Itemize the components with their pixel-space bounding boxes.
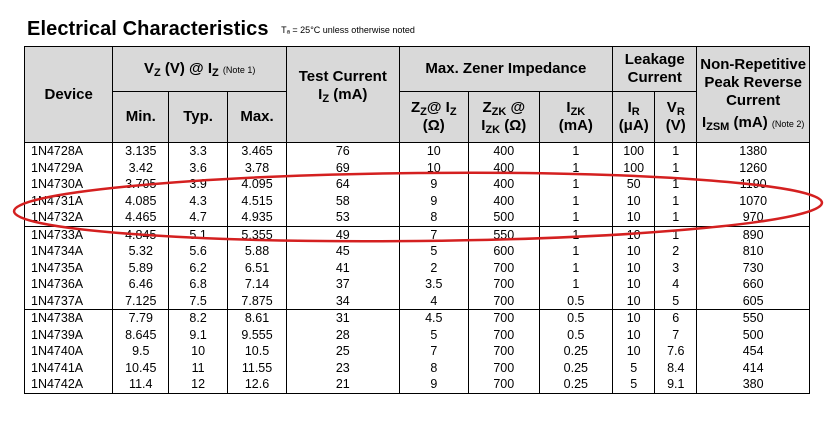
table-row <box>25 343 810 360</box>
value-cell: 1 <box>539 143 613 160</box>
title-main: Electrical Characteristics <box>27 18 269 40</box>
value-cell: 4.095 <box>228 176 287 193</box>
value-cell: 700 <box>469 260 539 277</box>
value-cell: 21 <box>287 376 400 393</box>
value-cell: 8.4 <box>655 360 697 377</box>
device-cell: 1N4732A <box>25 209 113 226</box>
device-cell: 1N4735A <box>25 260 113 277</box>
value-cell: 45 <box>287 243 400 260</box>
value-cell: 700 <box>469 310 539 327</box>
value-cell: 7 <box>655 327 697 344</box>
value-cell: 5.355 <box>228 226 287 243</box>
value-cell: 454 <box>697 343 810 360</box>
value-cell: 3.6 <box>169 160 228 177</box>
value-cell: 970 <box>697 209 810 226</box>
value-cell: 7.5 <box>169 293 228 310</box>
value-cell: 3.705 <box>113 176 169 193</box>
value-cell: 0.25 <box>539 360 613 377</box>
value-cell: 10 <box>613 327 655 344</box>
value-cell: 8.2 <box>169 310 228 327</box>
value-cell: 76 <box>287 143 400 160</box>
table-row <box>25 310 810 327</box>
table-row <box>25 260 810 277</box>
value-cell: 10 <box>613 343 655 360</box>
header-vr: $V_R$ (V) <box>655 92 697 143</box>
value-cell: 49 <box>287 226 400 243</box>
value-cell: 700 <box>469 276 539 293</box>
table-row <box>25 143 810 160</box>
value-cell: 23 <box>287 360 400 377</box>
value-cell: 700 <box>469 327 539 344</box>
value-cell: 700 <box>469 360 539 377</box>
value-cell: 69 <box>287 160 400 177</box>
value-cell: 400 <box>469 176 539 193</box>
table-row <box>25 276 810 293</box>
table-row <box>25 293 810 310</box>
header-non-repetitive: Non-Repetitive Peak Reverse Current $I_{ZSM}$ (mA) (Note 2) <box>697 47 810 143</box>
table-row <box>25 243 810 260</box>
value-cell: 4.7 <box>169 209 228 226</box>
value-cell: 6 <box>655 310 697 327</box>
table-row <box>25 327 810 344</box>
value-cell: 810 <box>697 243 810 260</box>
value-cell: 1 <box>655 209 697 226</box>
value-cell: 37 <box>287 276 400 293</box>
value-cell: 3.135 <box>113 143 169 160</box>
value-cell: 10 <box>613 310 655 327</box>
value-cell: 3.9 <box>169 176 228 193</box>
header-test-current: Test Current $I_Z$ (mA) <box>287 47 400 143</box>
value-cell: 5.88 <box>228 243 287 260</box>
value-cell: 9 <box>399 193 468 210</box>
table-row <box>25 226 810 243</box>
value-cell: 8.645 <box>113 327 169 344</box>
value-cell: 12.6 <box>228 376 287 393</box>
value-cell: 600 <box>469 243 539 260</box>
value-cell: 9.1 <box>655 376 697 393</box>
title-note: Tₐ = 25°C unless otherwise noted <box>281 25 415 35</box>
value-cell: 9.555 <box>228 327 287 344</box>
value-cell: 4.935 <box>228 209 287 226</box>
value-cell: 9.1 <box>169 327 228 344</box>
value-cell: 8.61 <box>228 310 287 327</box>
value-cell: 1 <box>655 193 697 210</box>
header-vz-max: Max. <box>228 92 287 143</box>
value-cell: 1 <box>539 260 613 277</box>
value-cell: 1260 <box>697 160 810 177</box>
value-cell: 11 <box>169 360 228 377</box>
value-cell: 0.5 <box>539 310 613 327</box>
device-cell: 1N4739A <box>25 327 113 344</box>
value-cell: 3.78 <box>228 160 287 177</box>
value-cell: 4 <box>399 293 468 310</box>
value-cell: 1 <box>539 160 613 177</box>
value-cell: 10 <box>613 209 655 226</box>
value-cell: 10.45 <box>113 360 169 377</box>
value-cell: 10 <box>613 260 655 277</box>
table-row <box>25 376 810 393</box>
value-cell: 500 <box>697 327 810 344</box>
value-cell: 1380 <box>697 143 810 160</box>
value-cell: 0.5 <box>539 293 613 310</box>
value-cell: 9.5 <box>113 343 169 360</box>
value-cell: 660 <box>697 276 810 293</box>
value-cell: 10 <box>613 226 655 243</box>
value-cell: 1070 <box>697 193 810 210</box>
header-leakage-current: Leakage Current <box>613 47 697 92</box>
value-cell: 11.4 <box>113 376 169 393</box>
value-cell: 9 <box>399 176 468 193</box>
value-cell: 4.515 <box>228 193 287 210</box>
value-cell: 1 <box>539 276 613 293</box>
value-cell: 400 <box>469 143 539 160</box>
device-cell: 1N4737A <box>25 293 113 310</box>
value-cell: 9 <box>399 376 468 393</box>
value-cell: 1 <box>539 209 613 226</box>
value-cell: 7.79 <box>113 310 169 327</box>
table-row <box>25 160 810 177</box>
value-cell: 5 <box>613 360 655 377</box>
device-cell: 1N4742A <box>25 376 113 393</box>
value-cell: 7.6 <box>655 343 697 360</box>
table-row <box>25 360 810 377</box>
value-cell: 6.8 <box>169 276 228 293</box>
value-cell: 3.42 <box>113 160 169 177</box>
value-cell: 25 <box>287 343 400 360</box>
header-zz: $Z_Z@$ $I_Z$ (Ω) <box>399 92 468 143</box>
table-row <box>25 193 810 210</box>
value-cell: 6.2 <box>169 260 228 277</box>
value-cell: 3.5 <box>399 276 468 293</box>
value-cell: 10 <box>613 276 655 293</box>
value-cell: 1 <box>539 226 613 243</box>
value-cell: 1 <box>655 160 697 177</box>
value-cell: 890 <box>697 226 810 243</box>
value-cell: 41 <box>287 260 400 277</box>
value-cell: 414 <box>697 360 810 377</box>
value-cell: 550 <box>469 226 539 243</box>
value-cell: 1 <box>539 243 613 260</box>
value-cell: 6.46 <box>113 276 169 293</box>
value-cell: 34 <box>287 293 400 310</box>
value-cell: 8 <box>399 360 468 377</box>
value-cell: 4.085 <box>113 193 169 210</box>
value-cell: 2 <box>399 260 468 277</box>
value-cell: 1 <box>539 176 613 193</box>
value-cell: 700 <box>469 343 539 360</box>
value-cell: 5.1 <box>169 226 228 243</box>
value-cell: 5 <box>399 243 468 260</box>
header-vz-group: $V_Z$ (V) @ $I_Z$ (Note 1) <box>113 47 287 92</box>
value-cell: 5 <box>613 376 655 393</box>
value-cell: 380 <box>697 376 810 393</box>
header-izk: $I_{ZK}$ (mA) <box>539 92 613 143</box>
device-cell: 1N4733A <box>25 226 113 243</box>
page-title <box>27 18 415 41</box>
device-cell: 1N4729A <box>25 160 113 177</box>
value-cell: 2 <box>655 243 697 260</box>
value-cell: 5.32 <box>113 243 169 260</box>
value-cell: 1 <box>539 193 613 210</box>
table-row <box>25 176 810 193</box>
value-cell: 50 <box>613 176 655 193</box>
value-cell: 550 <box>697 310 810 327</box>
value-cell: 10 <box>399 160 468 177</box>
value-cell: 58 <box>287 193 400 210</box>
value-cell: 700 <box>469 293 539 310</box>
table-body <box>25 143 810 394</box>
header-zzk: $Z_{ZK}$ @ $I_{ZK}$ (Ω) <box>469 92 539 143</box>
header-zener-impedance: Max. Zener Impedance <box>399 47 613 92</box>
value-cell: 10 <box>169 343 228 360</box>
value-cell: 400 <box>469 160 539 177</box>
header-device: Device <box>25 47 113 143</box>
value-cell: 7.14 <box>228 276 287 293</box>
value-cell: 1190 <box>697 176 810 193</box>
header-ir: $I_R$ (μA) <box>613 92 655 143</box>
value-cell: 4.465 <box>113 209 169 226</box>
value-cell: 12 <box>169 376 228 393</box>
value-cell: 400 <box>469 193 539 210</box>
value-cell: 700 <box>469 376 539 393</box>
device-cell: 1N4734A <box>25 243 113 260</box>
value-cell: 10 <box>399 143 468 160</box>
value-cell: 3.3 <box>169 143 228 160</box>
value-cell: 605 <box>697 293 810 310</box>
value-cell: 10.5 <box>228 343 287 360</box>
value-cell: 3 <box>655 260 697 277</box>
value-cell: 53 <box>287 209 400 226</box>
value-cell: 7 <box>399 343 468 360</box>
value-cell: 5 <box>399 327 468 344</box>
value-cell: 500 <box>469 209 539 226</box>
value-cell: 0.5 <box>539 327 613 344</box>
value-cell: 11.55 <box>228 360 287 377</box>
device-cell: 1N4741A <box>25 360 113 377</box>
value-cell: 100 <box>613 160 655 177</box>
value-cell: 5.89 <box>113 260 169 277</box>
value-cell: 10 <box>613 193 655 210</box>
value-cell: 7.875 <box>228 293 287 310</box>
value-cell: 4 <box>655 276 697 293</box>
value-cell: 5 <box>655 293 697 310</box>
value-cell: 1 <box>655 226 697 243</box>
value-cell: 7 <box>399 226 468 243</box>
value-cell: 730 <box>697 260 810 277</box>
value-cell: 100 <box>613 143 655 160</box>
value-cell: 31 <box>287 310 400 327</box>
value-cell: 0.25 <box>539 376 613 393</box>
header-vz-typ: Typ. <box>169 92 228 143</box>
value-cell: 0.25 <box>539 343 613 360</box>
value-cell: 1 <box>655 176 697 193</box>
value-cell: 4.5 <box>399 310 468 327</box>
device-cell: 1N4740A <box>25 343 113 360</box>
header-vz-min: Min. <box>113 92 169 143</box>
value-cell: 1 <box>655 143 697 160</box>
table-row <box>25 209 810 226</box>
value-cell: 28 <box>287 327 400 344</box>
value-cell: 7.125 <box>113 293 169 310</box>
value-cell: 5.6 <box>169 243 228 260</box>
value-cell: 64 <box>287 176 400 193</box>
value-cell: 6.51 <box>228 260 287 277</box>
value-cell: 4.845 <box>113 226 169 243</box>
value-cell: 4.3 <box>169 193 228 210</box>
device-cell: 1N4730A <box>25 176 113 193</box>
device-cell: 1N4728A <box>25 143 113 160</box>
device-cell: 1N4738A <box>25 310 113 327</box>
value-cell: 8 <box>399 209 468 226</box>
value-cell: 10 <box>613 293 655 310</box>
device-cell: 1N4731A <box>25 193 113 210</box>
device-cell: 1N4736A <box>25 276 113 293</box>
value-cell: 10 <box>613 243 655 260</box>
electrical-characteristics-table <box>24 46 810 394</box>
value-cell: 3.465 <box>228 143 287 160</box>
